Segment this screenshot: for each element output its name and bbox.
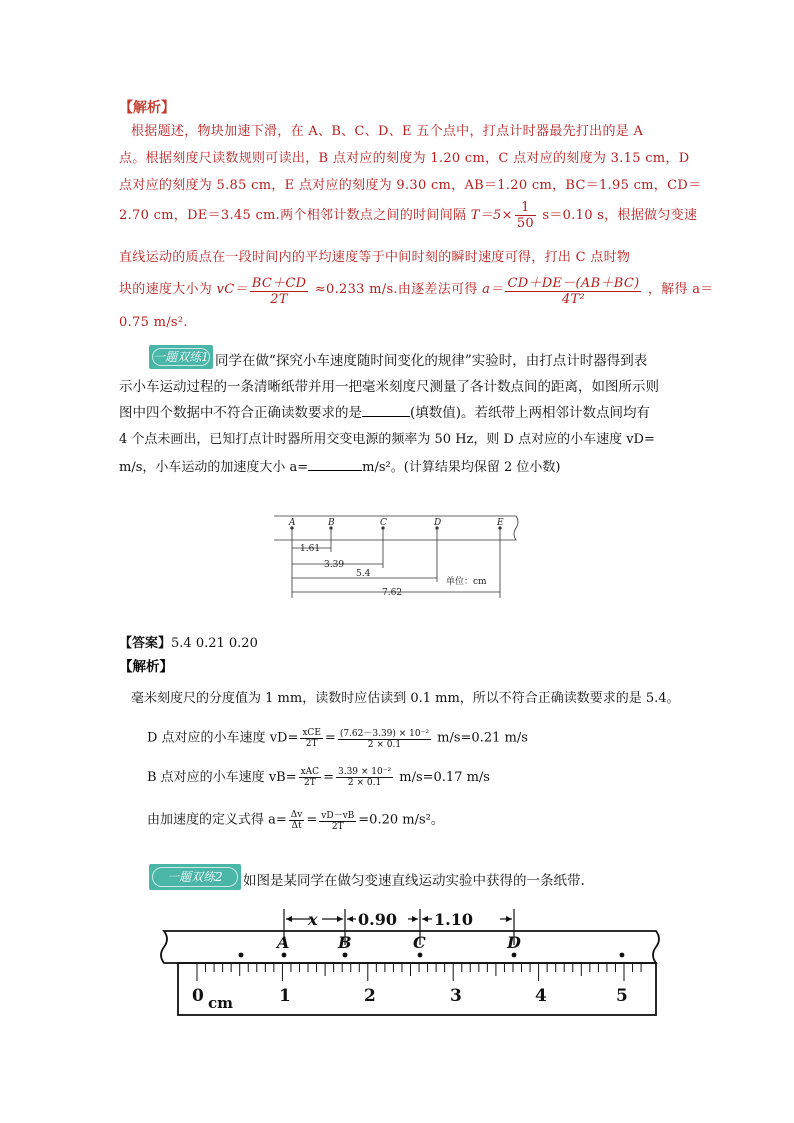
vD-val-num: (7.62－3.39) × 10⁻² (338, 726, 431, 740)
formula-a-lhs: a＝ (482, 282, 504, 297)
scale-unit: cm (208, 994, 234, 1012)
dim-label-3: 5.4 (356, 569, 371, 579)
tape-figure-1 (270, 512, 525, 602)
formula-T-fraction (515, 200, 536, 231)
problem1-line-2: 示小车运动过程的一条清晰纸带并用一把毫米刻度尺测量了各计数点间的距离，如图所示则 (119, 379, 659, 395)
problem1-line-5-a: m/s，小车运动的加速度大小 a= (119, 460, 309, 475)
vB-sym-num: xAC (300, 767, 320, 777)
vD-sym-num: xCE (302, 727, 321, 738)
vB-val-num: 3.39 × 10⁻² (337, 767, 392, 777)
tape-ruler-figure-2 (150, 905, 670, 1020)
scale-num-1: 1 (279, 986, 291, 1006)
analysis-line-3: 点对应的刻度为 5.85 cm，E 点对应的刻度为 9.30 cm，AB＝1.20 cm，BC＝1.95 cm，CD＝ (119, 178, 702, 193)
vD-val-fraction (338, 726, 431, 750)
answer-blank-3[interactable] (308, 470, 362, 471)
analysis-line-4-text: 2.70 cm，DE＝3.45 cm.两个相邻计数点之间的时间间隔 (119, 208, 467, 223)
arrow-head-6 (506, 916, 512, 922)
formula-a-den: 4T² (561, 292, 585, 307)
formula-T-num: 1 (515, 200, 536, 216)
answer1-values: 5.4 0.21 0.20 (171, 636, 258, 651)
point-label-E: E (497, 518, 504, 528)
answer1-heading: 【解析】 (119, 659, 173, 675)
analysis-line-6-tail: ，解得 a＝ (647, 282, 714, 297)
formula-vc-den: 2T (270, 292, 288, 307)
arrow-head-4 (412, 916, 418, 922)
practice-badge-1: 一题双练1 (149, 345, 213, 369)
answer1-vD-label: D 点对应的小车速度 vD= (147, 730, 299, 746)
tape-dot-B (343, 953, 348, 958)
problem1-line-1: 同学在做“探究小车速度随时间变化的规律”实验时，由打点计时器得到表 (215, 353, 648, 369)
a-val-fraction (319, 808, 356, 832)
tape-dot-C (418, 953, 423, 958)
ruler-ticks (197, 963, 641, 981)
dim-label-4: 7.62 (382, 588, 403, 598)
analysis-line-4-tail: s＝0.10 s，根据做匀变速 (542, 208, 698, 223)
analysis-line-6-text: 块的速度大小为 (119, 282, 213, 297)
vD-sym-fraction (300, 728, 323, 749)
tape-dot-0 (239, 953, 244, 958)
problem1-line-3 (119, 401, 650, 421)
scale-num-4: 4 (535, 986, 547, 1006)
answer1-a-row: 由加速度的定义式得 a= $\frac{\Delta v}{\Delta t}$ = $\frac{vD-vB}{2T}$ =0.20 m/s²。 (147, 809, 444, 832)
arrow-head-1 (286, 916, 292, 922)
a-def-den: Δt (291, 820, 302, 831)
point-label-B: B (328, 518, 335, 528)
point-label-C: C (380, 518, 387, 528)
problem1-line-4: 4 个点未画出，已知打点计时器所用交变电源的频率为 50 Hz，则 D 点对应的小车速度 vD= (119, 432, 655, 447)
answer1-label: 【答案】 (119, 636, 172, 651)
answer1-vD-result: m/s=0.21 m/s (437, 730, 528, 746)
scale-num-5: 5 (616, 986, 628, 1006)
vB-val-den: 2 × 0.1 (347, 778, 382, 788)
point-label-D: D (434, 518, 442, 528)
analysis-line-4 (119, 200, 697, 231)
tape-label-D: D (507, 933, 521, 952)
analysis-line-2: 点。根据刻度尺读数规则可读出，B 点对应的刻度为 1.20 cm，C 点对应的刻度为 3.15 cm，D (119, 151, 690, 166)
a-val-num: vD－vB (319, 808, 356, 822)
vB-sym-fraction (299, 767, 321, 788)
tape-dot-end (620, 953, 625, 958)
tape-label-C: C (413, 933, 426, 952)
a-val-den: 2T (331, 822, 344, 832)
vB-val-fraction (336, 767, 393, 788)
tape-dot-A (282, 953, 287, 958)
analysis-line-1: 根据题述，物块加速下滑，在 A、B、C、D、E 五个点中，打点计时器最先打出的是 A (131, 124, 644, 139)
formula-T-lhs: T＝5× (470, 208, 513, 223)
formula-vc-fraction (250, 272, 309, 307)
analysis-line-5: 直线运动的质点在一段时间内的平均速度等于中间时刻的瞬时速度可得，打出 C 点时物 (119, 250, 631, 265)
vD-val-den: 2 × 0.1 (367, 740, 402, 750)
scale-num-0: 0 (192, 986, 204, 1006)
answer1-line-1: 毫米刻度尺的分度值为 1 mm，读数时应估读到 0.1 mm，所以不符合正确读数要求的是 5.4。 (131, 691, 680, 706)
scale-num-2: 2 (364, 986, 376, 1006)
dim-label-090: 0.90 (358, 910, 397, 929)
arrow-head-2 (337, 916, 343, 922)
paper-tape (161, 931, 659, 963)
arrow-head-3 (347, 916, 353, 922)
vD-sym-den: 2T (305, 738, 318, 749)
answer1-a-result: =0.20 m/s²。 (358, 812, 444, 828)
tape-label-B: B (338, 933, 352, 952)
problem2-text: 如图是某同学在做匀变速直线运动实验中获得的一条纸带. (243, 873, 585, 889)
formula-a-fraction (505, 272, 641, 307)
unit-label: 单位：cm (446, 577, 487, 587)
formula-vc-lhs: vC＝ (216, 282, 248, 297)
tape-dot-D (512, 953, 517, 958)
vB-sym-den: 2T (303, 778, 316, 788)
formula-T-den: 50 (516, 216, 534, 231)
formula-a-num: CD＋DE－(AB＋BC) (505, 272, 641, 292)
analysis-line-6-mid: ≈0.233 m/s.由逐差法可得 (314, 282, 478, 297)
answer-blank-1[interactable] (362, 416, 410, 417)
tape-label-A: A (277, 933, 290, 952)
analysis-line-6 (119, 272, 714, 307)
answer1-row (119, 632, 258, 651)
formula-vc-num: BC＋CD (250, 272, 309, 292)
practice-badge-2: 一题双练2 (149, 864, 241, 890)
tape-outline (274, 516, 518, 540)
scale-num-3: 3 (450, 986, 462, 1006)
dim-label-x: x (308, 910, 318, 929)
problem1-line-5 (119, 456, 560, 475)
a-def-fraction (289, 810, 305, 831)
answer1-vB-label: B 点对应的小车速度 vB= (147, 770, 297, 785)
dim-label-110: 1.10 (434, 910, 473, 929)
answer1-vB-result: m/s=0.17 m/s (399, 770, 490, 785)
analysis-line-7: 0.75 m/s². (119, 315, 188, 330)
a-def-num: Δv (290, 809, 303, 820)
answer1-vB-row: B 点对应的小车速度 vB= $\frac{\text{xAC}}{2T}$ = $\frac{\text{3.39 × 10⁻²}}{2 \times 0.1}$ m/s=0.17 m/s (147, 767, 490, 788)
answer1-a-label: 由加速度的定义式得 a= (147, 812, 287, 828)
point-label-A: A (289, 518, 296, 528)
analysis-heading: 【解析】 (119, 100, 175, 116)
ruler-body (178, 963, 656, 1015)
arrow-head-5 (422, 916, 428, 922)
problem1-line-3-b: (填数值)。若纸带上两相邻计数点间均有 (410, 405, 651, 421)
problem1-line-5-b: m/s²。(计算结果均保留 2 位小数) (362, 460, 561, 475)
dim-label-2: 3.39 (324, 560, 345, 570)
dim-label-1: 1.61 (300, 544, 321, 554)
problem1-line-3-a: 图中四个数据中不符合正确读数要求的是 (119, 405, 362, 421)
answer1-vD-row: D 点对应的小车速度 vD= $\frac{\text{xCE}}{2T}$ = $\frac{\text{(7.62－3.39) × 10⁻²}}{2 \times 0.1}$ m/s=0.21 m/s (147, 727, 528, 750)
